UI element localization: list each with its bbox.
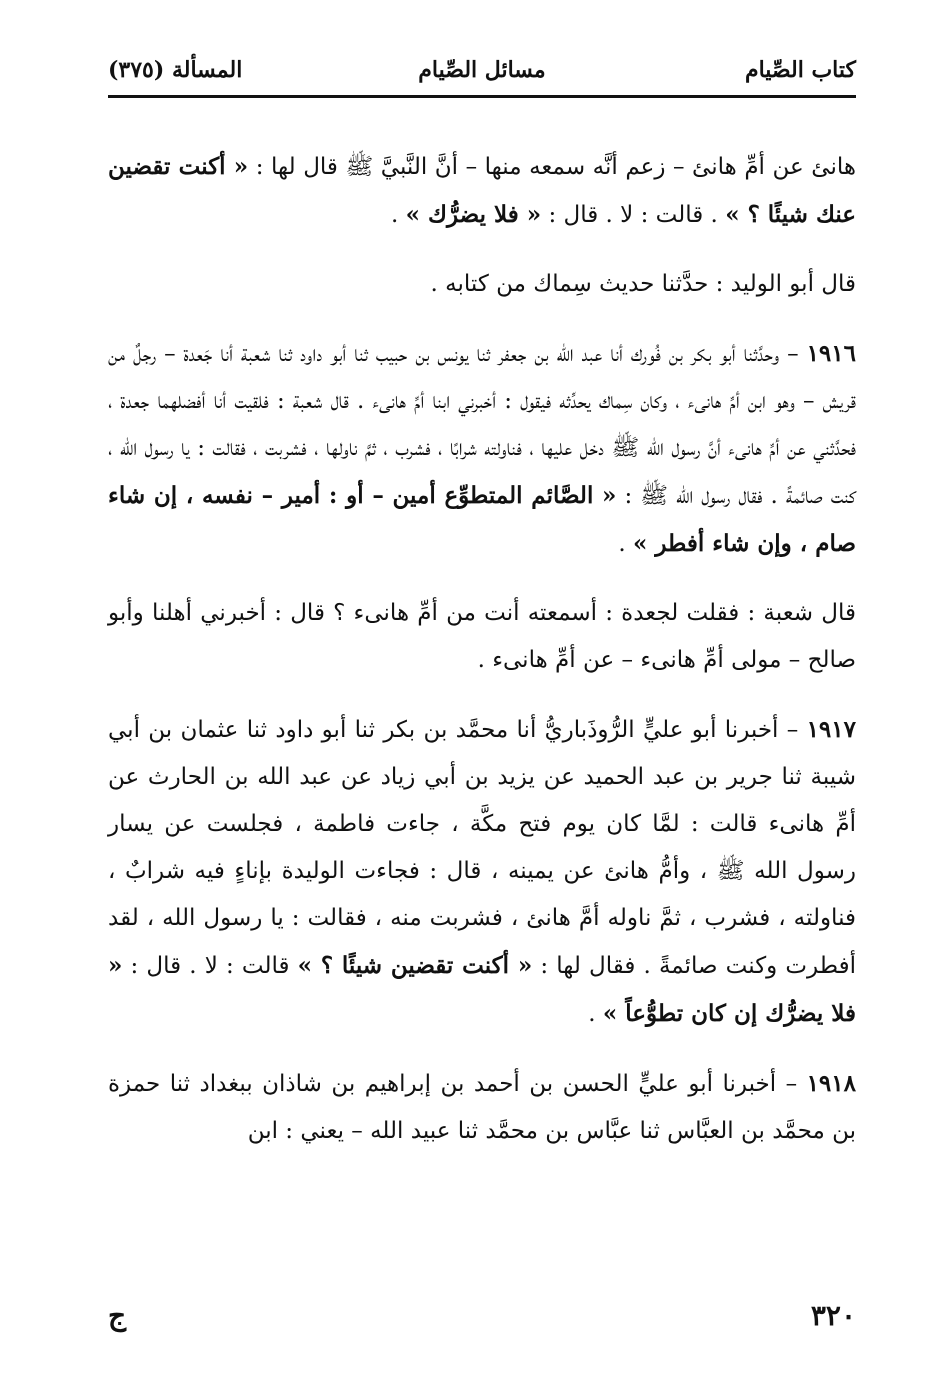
- text-run: – وحدَّثنا أبو بكر بن فُورك أنا عبد الله بن جعفر ثنا يونس بن حبيب ثنا أبو داود ثنا شعبة أنا جَعدة – رجلٌ من قريش – وهو ابن أمِّ هانىء ، وكان سِماك يحدِّثه فيقول : أخبرني ابنا أمِّ هانىء . قال شعبة : فلقيت أنا أفضلهما جعدة ، فحدَّثني عن أمِّ هانىء أنَّ رسول الله ﷺ دخل عليها ، فناولته شرابًا ، فشرب ، ثمَّ ناولها ، فشربت ، فقالت : يا رسول الله ، كنت صائمةً . فقال رسول الله ﷺ :: [108, 341, 856, 509]
- text-run: – أخبرنا أبو عليٍّ الرُّوذَباريُّ أنا محمَّد بن بكر ثنا أبو داود ثنا عثمان بن أبي شيبة ثنا جرير بن عبد الحميد عن يزيد بن أبي زياد عن عبد الله بن الحارث عن أمِّ هانىء قالت : لمَّا كان يوم فتح مكَّة ، جاءت فاطمة ، فجلست عن يسار رسول الله ﷺ ، وأمُّ هانئ عن يمينه ، قال : فجاءت الوليدة بإناءٍ فيه شرابٌ ، فناولته ، فشرب ، ثمَّ ناوله أمَّ هانئ ، فشربت منه ، فقالت : يا رسول الله ، لقد أفطرت وكنت صائمةً . فقال لها :: [108, 717, 857, 979]
- body-text: [108, 143, 856, 1177]
- header-book-title: كتاب الصِّيام: [744, 57, 856, 83]
- running-header: [108, 52, 856, 88]
- text-run: . قالت : لا . قال :: [541, 202, 726, 228]
- header-divider: [108, 95, 856, 98]
- hadith-quote: « فلا يضرُّك إن كان تطوُّعاً »: [108, 952, 856, 1027]
- hadith-quote: « أكنت تقضين شيئًا ؟ »: [297, 952, 533, 979]
- hadith-quote: « فلا يضرُّك »: [405, 201, 542, 228]
- paragraph: [108, 143, 856, 239]
- text-run: – أخبرنا أبو عليٍّ الحسن بن أحمد بن إبراهيم بن شاذان ببغداد ثنا حمزة بن محمَّد بن العبَّاس ثنا عبَّاس بن محمَّد ثنا عبيد الله – يعني : ابن: [108, 1071, 856, 1144]
- paragraph: [108, 590, 856, 684]
- hadith-number: ١٩١٦: [806, 340, 856, 367]
- text-run: .: [391, 202, 406, 228]
- text-run: .: [618, 531, 633, 557]
- paragraph: [108, 330, 856, 568]
- text-run: هانئ عن أمِّ هانئ – زعم أنَّه سمعه منها – أنَّ النَّبيَّ ﷺ قال لها :: [248, 154, 856, 180]
- header-issue-number: المسألة (٣٧٥): [108, 57, 243, 83]
- paragraph: [108, 1060, 856, 1155]
- header-chapter-title: مسائل الصِّيام: [418, 57, 546, 83]
- hadith-quote: « الصَّائم المتطوِّع أمين – أو : أمير – نفسه ، إن شاء صام ، وإن شاء أفطر »: [108, 482, 856, 557]
- paragraph: [108, 706, 856, 1038]
- page-number: ٣٢٠: [810, 1298, 856, 1332]
- text-run: قال شعبة : فقلت لجعدة : أسمعته أنت من أمِّ هانىء ؟ قال : أخبرني أهلنا وأبو صالح – مولى أمِّ هانىء – عن أمِّ هانىء .: [108, 600, 856, 673]
- text-run: قال أبو الوليد : حدَّثنا حديث سِماك من كتابه .: [430, 271, 856, 297]
- paragraph: [108, 261, 856, 308]
- signature-mark: ج: [108, 1298, 127, 1332]
- page-footer: [108, 1295, 856, 1335]
- hadith-number: ١٩١٨: [806, 1070, 856, 1097]
- text-run: .: [588, 1001, 603, 1027]
- text-run: قالت : لا . قال :: [122, 953, 298, 979]
- hadith-number: ١٩١٧: [806, 716, 856, 743]
- hadith-quote: « أكنت تقضين عنك شيئًا ؟ »: [108, 153, 856, 228]
